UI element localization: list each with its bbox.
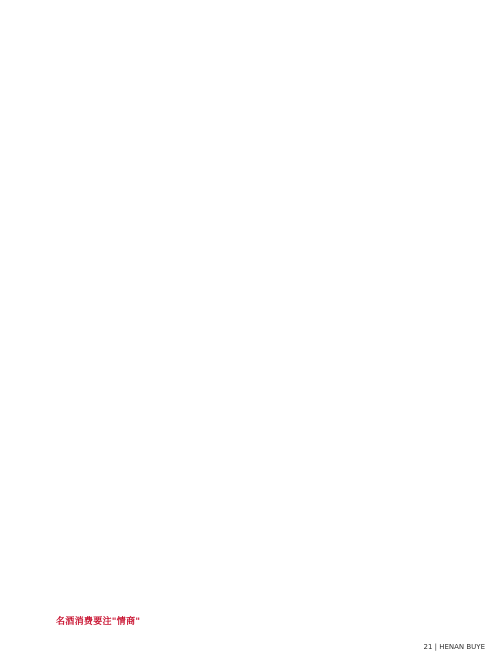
section-heading: 名酒消费要注"情商" (56, 617, 141, 627)
left-column-body-text (56, 40, 246, 608)
right-column-body-text (256, 40, 446, 590)
page-footer: 21 | HENAN BUYE (423, 643, 485, 651)
